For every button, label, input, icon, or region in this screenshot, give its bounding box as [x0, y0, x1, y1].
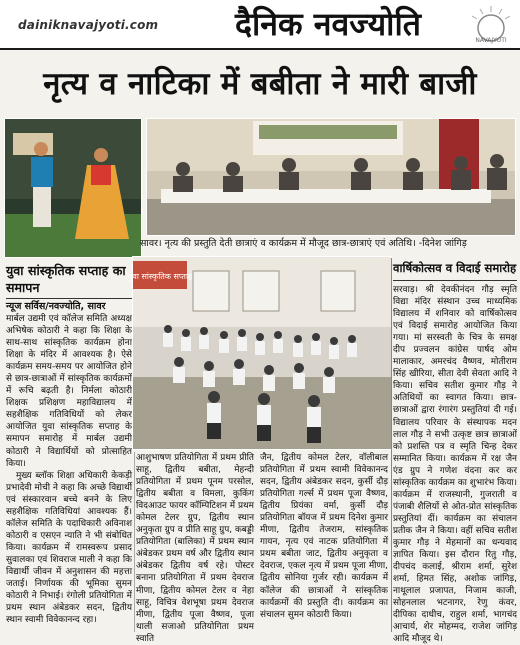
column-divider — [391, 258, 392, 632]
students-seated-photo — [127, 256, 392, 450]
divider — [6, 298, 132, 299]
middle-article-paragraph-2: जैन, द्वितीय कोमल टेलर, वॉलीबाल प्रतियोगिता में प्रथम स्वामी विवेकानन्द सदन, द्वितीय अंबेडकर सदन, कुर्सी दौड़ प्रतियोगिता गर्ल्स में प्रथम पूजा वैष्णव, द्वितीय प्रियंका वर्मा, कुर्सी दौड़ प्रतियोगिता बॉयज में प्रथम दिनेश कुमार मीणा, द्वितीय तेजराम, सांस्कृतिक गायन, नृत्य एवं नाटक प्रतियोगिता में प्रथम बबीता जाट, द्वितीय अनुकृता व देवराज, एकल नृत्य में प्रथम पूजा मीणा, द्वितीय सोनिया गुर्जर रही। कार्यक्रम में कॉलेज की छात्राओं ने सांस्कृतिक कार्यक्रमों की प्रस्तुति दी। कार्यक्रम का संचालन सुमन कोठारी किया। — [260, 453, 388, 620]
left-article-body — [6, 313, 132, 631]
photo-caption: सावर। नृत्य की प्रस्तुति देती छात्राएं व कार्यक्रम में मौजूद छात्र-छात्राएं एवं अतिथि। -दिनेश जांगिड़ — [140, 238, 467, 249]
column-divider — [134, 452, 135, 632]
left-article-byline: न्यूज सर्विस/नवज्योति, सावर — [6, 301, 106, 312]
headline: नृत्य व नाटिका में बबीता ने मारी बाजी — [43, 66, 477, 102]
middle-article-paragraph: आशुभाषण प्रतियोगिता में प्रथम प्रीति साहू, द्वितीय बबीता, मेहन्दी प्रतियोगिता में प्रथम पूनम परसोल, द्वितीय बबीता व विमला, कुकिंग विदआउट फायर कॉम्पिटिशन में प्रथम कोमल टेलर ग्रुप, द्वितीय स्थान अनुकृता ग्रुप व प्रीति साहू ग्रुप, कबड्डी प्रतियोगिता (बालिका) में प्रथम स्थान अंबेडकर प्रथम वर्ष और द्वितीय स्थान अंबेडकर द्वितीय वर्ष रहे। पोस्टर बनाना प्रतियोगिता में प्रथम देवराज मीणा, द्वितीय कोमल टेलर व नेहा साहू, विचित्र वेशभूषा प्रथम देवराज मीणा, द्वितीय पूजा वैष्णव, पूजा थाली सजाओ प्रतियोगिता प्रथम स्वाति — [136, 453, 254, 644]
right-article-heading: वार्षिकोत्सव व विदाई समारोह — [393, 261, 517, 275]
newspaper-title: दैनिक नवज्योति — [235, 5, 421, 43]
dance-performance-photo — [4, 118, 142, 258]
navajyoti-logo-icon — [466, 2, 516, 44]
divider — [393, 280, 517, 281]
middle-article-column-1 — [136, 452, 254, 644]
banner-lettering: युवा सांस्कृतिक सप्ताह — [127, 272, 193, 281]
guests-on-stage-photo — [146, 118, 516, 236]
right-article-paragraph: सरवाड़। श्री देवकीनंदन गौड़ स्मृति विद्या मंदिर संस्थान उच्च माध्यमिक विद्यालय में शनिवार को वार्षिकोत्सव एवं विदाई समारोह आयोजित किया गया। मां सरस्वती के चित्र के समक्ष दीप प्रज्वलन कांग्रेस पार्षद ओम मालाकार, अमरचंद वैष्णव, मोतीराम सिंह खीरिया, सीता देवी सेवता आदि ने किया। सचिव सतीश कुमार गौड़ ने अतिथियों का स्वागत किया। छात्र-छात्राओं द्वारा रंगारंग प्रस्तुतियां दी गई। विद्यालय परिवार के संस्थापक मदन लाल गौड़ ने सभी उत्कृष्ट छात्र छात्राओं को प्रशस्ति पत्र व स्मृति चिन्ह देकर सम्मानित किया। कार्यक्रम में रक्ष जैन एंड ग्रुप ने गणेश वंदना कर कर सांस्कृतिक कार्यक्रम का शुभारंभ किया। कार्यक्रम में राजस्थानी, गुजराती व पंजाबी शैलियों से ओत-प्रोत सांस्कृतिक प्रस्तुतियां दीं। कार्यक्रम का संचालन प्रतीक जैन ने किया। वहीं सचिव सतीश कुमार गौड़ ने मेहमानों का धन्यवाद ज्ञापित किया। इस दौरान रितु गौड़, दीपचंद कलाई, श्रीराम शर्मा, सुरेश शर्मा, हिमत सिंह, अशोक जांगिड़, नाथूलाल प्रजापत, निजाम काजी, सोहनलाल भटनागर, रेणु कंवर, दीपिका दाधीच, राहुल शर्मा, भागचंद आचार्य, शेर मोहम्मद, राजेश जांगिड़ आदि मौजूद थे। — [393, 285, 517, 645]
left-article-heading: युवा सांस्कृतिक सप्ताह का समापन — [6, 263, 126, 295]
logo-lettering: NAVAJYOTI — [475, 37, 507, 44]
left-article-paragraph-2: मुख्य ब्लॉक शिक्षा अधिकारी केकड़ी प्रभादेवी मोची ने कहा कि अच्छे विद्यार्थी एवं संस्कारवान बच्चे बनने के लिए सहशैक्षिक गतिविधियां आवश्यक हैं। कॉलेज समिति के पदाधिकारी अविनाश कोठारी व एसएन न्याति ने भी संबोधित किया। कार्यक्रम में रामस्वरूप प्रसाद सुवालका एवं शिवराज माली ने कहा कि विद्यार्थी जीवन में अनुशासन की महत्ता जताई। निर्णायक की भूमिका सुमन कोठारी ने निभाई। रंगोली प्रतियोगिता में प्रथम स्थान अंबेडकर सदन, द्वितीय स्थान स्वामी विवेकानन्द रहा। — [6, 470, 132, 626]
left-article-paragraph: मार्बल उद्यमी एवं कॉलेज समिति अध्यक्ष अभिषेक कोठारी ने कहा कि शिक्षा के साथ-साथ सांस्कृतिक कार्यक्रम होना शिक्षा के मंदिर में आवश्यक है। ऐसे कार्यक्रम समय-समय पर आयोजित होने से छात्र-छात्राओं में सांस्कृतिक कार्यक्रमों में रूचि बढ़ती है। निर्मला कोठारी शिक्षक प्रशिक्षण महाविद्यालय में सहशैक्षिक गतिविधियों को लेकर आयोजित युवा सांस्कृतिक सप्ताह के समापन समारोह में मार्बल उद्यमी कोठारी ने विद्यार्थियों को प्रोत्साहित किया। — [6, 314, 132, 469]
website-url: dainiknavajyoti.com — [18, 18, 159, 32]
middle-article-column-2 — [260, 452, 388, 632]
right-article-body — [393, 284, 517, 645]
